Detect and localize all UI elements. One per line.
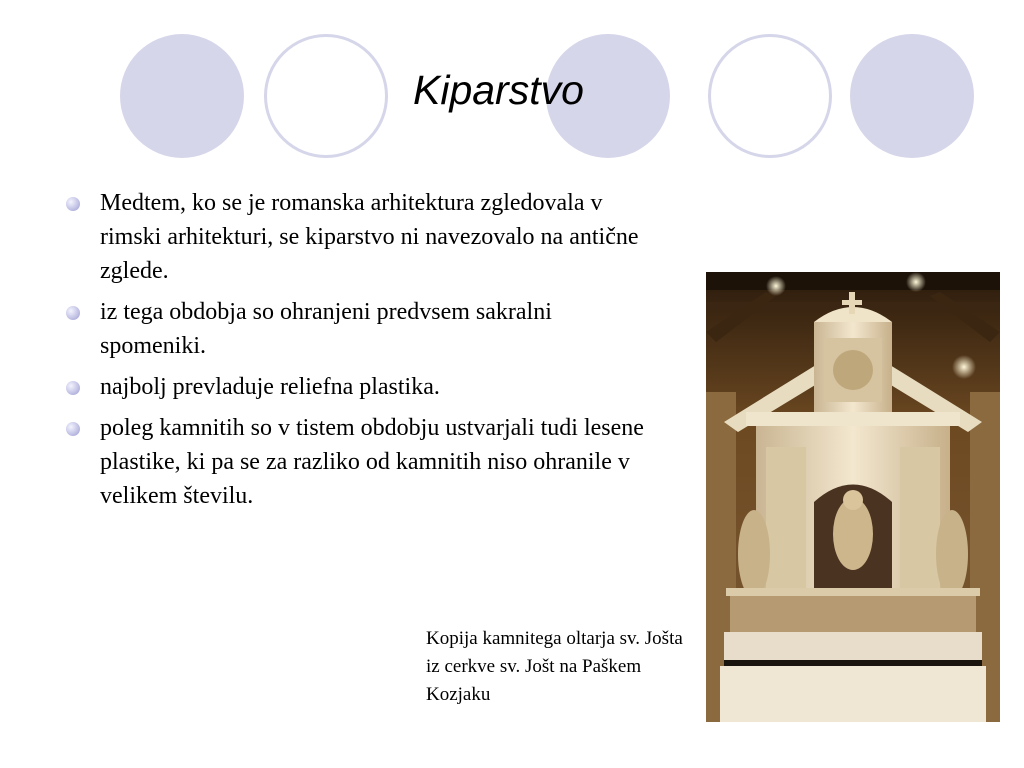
bullet-text: iz tega obdobja so ohranjeni predvsem sakralni spomeniki. [100, 299, 552, 359]
altar-photo [706, 272, 1000, 722]
bullet-item [64, 370, 654, 404]
bullet-item [64, 186, 654, 288]
bullet-item [64, 295, 654, 363]
bullet-icon [66, 422, 80, 436]
bullet-icon [66, 381, 80, 395]
bullet-icon [66, 197, 80, 211]
slide-title: Kiparstvo [413, 67, 584, 113]
bullet-item [64, 411, 654, 513]
decor-circle-filled [850, 34, 974, 158]
decor-circle-outline [264, 34, 388, 158]
bullet-text: poleg kamnitih so v tistem obdobju ustvarjali tudi lesene plastike, ki pa se za razliko od kamnitih niso ohranile v velikem številu. [100, 415, 644, 509]
photo-caption: Kopija kamnitega oltarja sv. Jošta iz cerkve sv. Jošt na Paškem Kozjaku [426, 628, 683, 705]
decor-circle-filled [120, 34, 244, 158]
decor-circle-outline [708, 34, 832, 158]
bullet-list [64, 186, 654, 520]
bullet-text: Medtem, ko se je romanska arhitektura zgledovala v rimski arhitekturi, se kiparstvo ni navezovalo na antične zglede. [100, 190, 639, 284]
bullet-icon [66, 306, 80, 320]
bullet-text: najbolj prevladuje reliefna plastika. [100, 374, 440, 400]
